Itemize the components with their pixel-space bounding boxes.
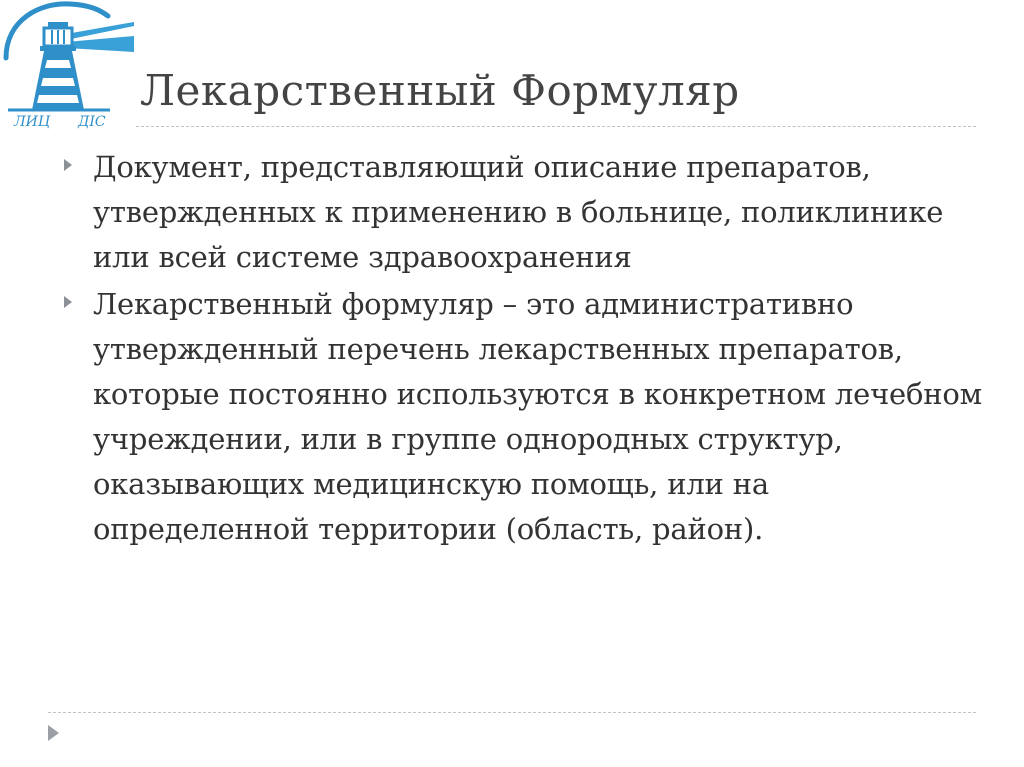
- slide-nav-arrow-icon[interactable]: [48, 725, 59, 741]
- bullet-arrow-icon: [64, 296, 72, 308]
- bullet-arrow-icon: [64, 159, 72, 171]
- slide-title: Лекарственный Формуляр: [140, 66, 740, 115]
- lighthouse-logo: [0, 0, 138, 130]
- title-divider: [136, 126, 976, 127]
- footer-divider: [48, 712, 976, 713]
- bullet-text: Лекарственный формуляр – это административно утвержденный перечень лекарственных препаратов, которые постоянно используются в конкретном лечебном учреждении, или в группе однородных структур, оказывающих медицинскую помощь, или на определенной территории (область, район).: [93, 287, 983, 546]
- bullet-text: Документ, представляющий описание препаратов, утвержденных к применению в больнице, поликлинике или всей системе здравоохранения: [93, 150, 944, 274]
- lighthouse-icon: [0, 0, 138, 130]
- logo-text-left: ЛИЦ: [14, 114, 51, 130]
- bullet-list: [64, 145, 984, 554]
- bullet-item: [64, 145, 984, 280]
- bullet-item: [64, 282, 984, 552]
- logo-text-right: ДIС: [78, 114, 106, 130]
